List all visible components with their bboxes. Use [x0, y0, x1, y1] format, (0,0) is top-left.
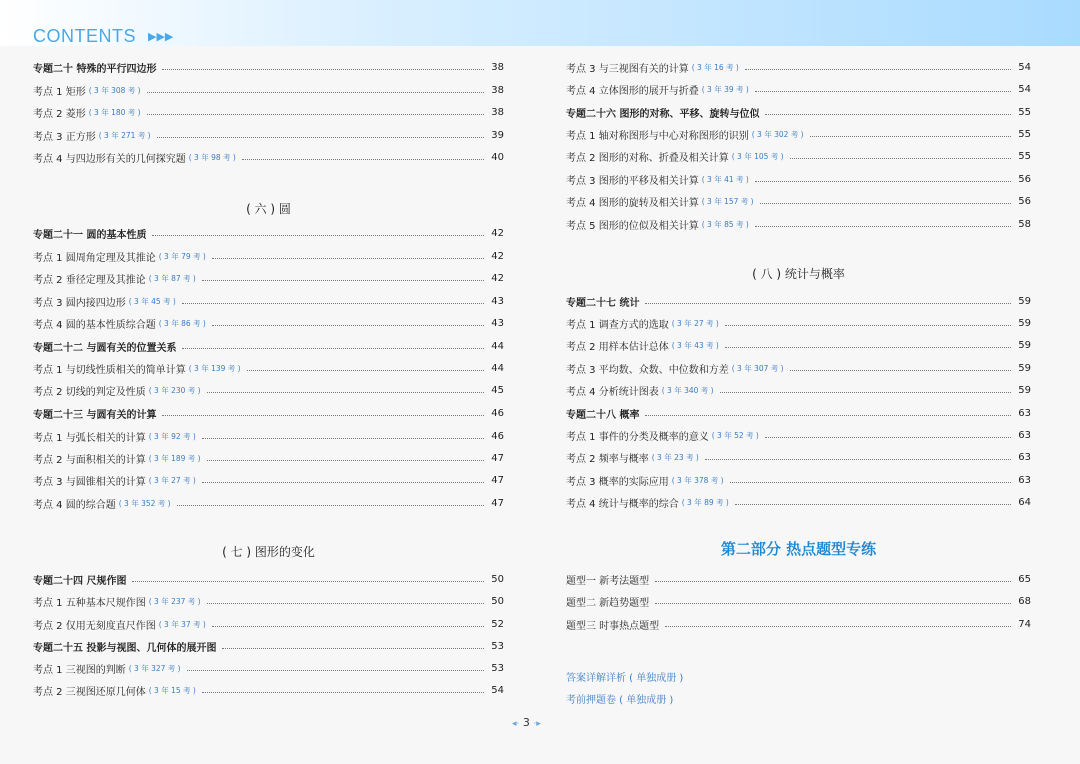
- page-ref: 56: [1018, 195, 1031, 207]
- exam-count-note: ( 3 年 27 考 ): [148, 475, 196, 485]
- toc-entry-row[interactable]: [33, 427, 504, 445]
- dot-leader: [760, 203, 1011, 204]
- exam-count-note: ( 3 年 352 考 ): [118, 498, 171, 508]
- page-ref: 42: [491, 272, 504, 284]
- toc-topic-row[interactable]: [566, 404, 1031, 422]
- toc-entry-label: 考点 3 与圆锥相关的计算: [33, 476, 146, 488]
- toc-entry-label: 专题二十五 投影与视图、几何体的展开图: [33, 642, 217, 654]
- page-ref: 47: [491, 497, 504, 509]
- dot-leader: [207, 603, 484, 604]
- exam-count-note: ( 3 年 378 考 ): [671, 475, 724, 485]
- page-ref: 42: [491, 227, 504, 239]
- dot-leader: [765, 437, 1011, 438]
- exam-count-note: ( 3 年 189 考 ): [148, 453, 201, 463]
- toc-entry-row[interactable]: [566, 125, 1031, 143]
- page-ref: 50: [491, 595, 504, 607]
- exam-count-note: ( 3 年 307 考 ): [731, 363, 784, 373]
- exam-count-note: ( 3 年 45 考 ): [128, 296, 176, 306]
- dot-leader: [720, 392, 1011, 393]
- toc-entry-label: 考点 1 与弧长相关的计算: [33, 432, 146, 444]
- toc-entry-label: 考点 2 仅用无刻度直尺作图: [33, 620, 156, 632]
- toc-topic-row[interactable]: [566, 103, 1031, 121]
- page-ref: 54: [491, 684, 504, 696]
- toc-topic-row[interactable]: [33, 337, 504, 355]
- exam-count-note: ( 3 年 15 考 ): [148, 685, 196, 695]
- toc-entry-row[interactable]: [566, 147, 1031, 165]
- dot-leader: [202, 482, 484, 483]
- dot-leader: [655, 581, 1011, 582]
- exam-count-note: ( 3 年 308 考 ): [88, 85, 141, 95]
- toc-entry-row[interactable]: [33, 449, 504, 467]
- exam-count-note: ( 3 年 98 考 ): [188, 152, 236, 162]
- dot-leader: [790, 370, 1011, 371]
- page-number: [512, 716, 541, 729]
- page-ref: 53: [491, 662, 504, 674]
- dot-leader: [242, 159, 484, 160]
- toc-entry-label: 考点 4 圆的基本性质综合题: [33, 319, 156, 331]
- toc-entry-label: 题型三 时事热点题型: [566, 620, 660, 632]
- dot-leader: [810, 136, 1011, 137]
- exam-count-note: ( 3 年 41 考 ): [701, 174, 749, 184]
- page-ref: 55: [1018, 128, 1031, 140]
- dot-leader: [755, 91, 1011, 92]
- toc-entry-label: 考点 3 圆内接四边形: [33, 297, 126, 309]
- toc-entry-row[interactable]: [566, 336, 1031, 354]
- dot-leader: [152, 235, 484, 236]
- dot-leader: [735, 504, 1011, 505]
- toc-entry-label: 专题二十二 与圆有关的位置关系: [33, 342, 177, 354]
- toc-entry-row[interactable]: [33, 359, 504, 377]
- toc-topic-row[interactable]: [33, 404, 504, 422]
- toc-entry-row[interactable]: [33, 103, 504, 121]
- toc-entry-row[interactable]: [566, 570, 1031, 588]
- page-ref: 42: [491, 250, 504, 262]
- toc-entry-label: 考点 1 五种基本尺规作图: [33, 597, 146, 609]
- toc-entry-row[interactable]: [33, 471, 504, 489]
- page-ref: 63: [1018, 451, 1031, 463]
- page-ref: 43: [491, 317, 504, 329]
- exam-count-note: ( 3 年 139 考 ): [188, 363, 241, 373]
- page-ref: 65: [1018, 573, 1031, 585]
- mock-exam-link[interactable]: 考前押题卷 ( 单独成册 ): [566, 695, 674, 706]
- toc-entry-row[interactable]: [566, 493, 1031, 511]
- toc-entry-row[interactable]: [566, 314, 1031, 332]
- toc-entry-row[interactable]: [566, 448, 1031, 466]
- dot-leader: [157, 137, 484, 138]
- toc-entry-label: 题型一 新考法题型: [566, 575, 650, 587]
- dot-leader: [222, 648, 484, 649]
- dot-leader: [725, 347, 1011, 348]
- toc-entry-label: 考点 2 与面积相关的计算: [33, 454, 146, 466]
- toc-topic-row[interactable]: [33, 58, 504, 76]
- exam-count-note: ( 3 年 43 考 ): [671, 340, 719, 350]
- dot-leader: [725, 325, 1011, 326]
- page-ref: 43: [491, 295, 504, 307]
- toc-entry-row[interactable]: [33, 247, 504, 265]
- toc-entry-row[interactable]: [566, 471, 1031, 489]
- answers-link[interactable]: 答案详解详析 ( 单独成册 ): [566, 673, 684, 684]
- exam-count-note: ( 3 年 79 考 ): [158, 251, 206, 261]
- exam-count-note: ( 3 年 92 考 ): [148, 431, 196, 441]
- dot-leader: [212, 325, 484, 326]
- page-ref: 40: [491, 151, 504, 163]
- page-ref: 47: [491, 474, 504, 486]
- dot-leader: [212, 626, 484, 627]
- toc-entry-label: 考点 2 频率与概率: [566, 453, 649, 465]
- exam-count-note: ( 3 年 327 考 ): [128, 663, 181, 673]
- dot-leader: [665, 626, 1011, 627]
- toc-entry-row[interactable]: [566, 215, 1031, 233]
- toc-entry-label: 考点 2 三视图还原几何体: [33, 686, 146, 698]
- exam-count-note: ( 3 年 271 考 ): [98, 130, 151, 140]
- toc-entry-label: 考点 4 圆的综合题: [33, 499, 116, 511]
- toc-entry-label: 考点 4 统计与概率的综合: [566, 498, 679, 510]
- dot-leader: [790, 158, 1011, 159]
- page-ref: 54: [1018, 83, 1031, 95]
- page-ref: 50: [491, 573, 504, 585]
- toc-entry-label: 考点 4 立体图形的展开与折叠: [566, 85, 699, 97]
- toc-entry-label: 考点 3 平均数、众数、中位数和方差: [566, 364, 729, 376]
- toc-entry-label: 考点 2 切线的判定及性质: [33, 386, 146, 398]
- toc-entry-row[interactable]: [566, 615, 1031, 633]
- toc-entry-row[interactable]: [566, 359, 1031, 377]
- page-ref: 59: [1018, 384, 1031, 396]
- toc-entry-label: 考点 5 图形的位似及相关计算: [566, 220, 699, 232]
- page-ref: 59: [1018, 362, 1031, 374]
- exam-count-note: ( 3 年 86 考 ): [158, 318, 206, 328]
- page-ref: 63: [1018, 407, 1031, 419]
- dot-leader: [162, 69, 484, 70]
- toc-entry-row[interactable]: [566, 381, 1031, 399]
- exam-count-note: ( 3 年 302 考 ): [751, 129, 804, 139]
- toc-entry-row[interactable]: [566, 80, 1031, 98]
- page-ref: 47: [491, 452, 504, 464]
- contents-title: CONTENTS: [33, 26, 136, 46]
- exam-count-note: ( 3 年 23 考 ): [651, 452, 699, 462]
- toc-entry-row[interactable]: [566, 170, 1031, 188]
- page-number-value: 3: [522, 716, 530, 729]
- toc-entry-label: 考点 4 图形的旋转及相关计算: [566, 197, 699, 209]
- toc-entry-row[interactable]: [33, 615, 504, 633]
- page-deco-left: ◂·: [512, 719, 520, 729]
- page-ref: 58: [1018, 218, 1031, 230]
- dot-leader: [202, 692, 484, 693]
- toc-entry-label: 考点 2 图形的对称、折叠及相关计算: [566, 152, 729, 164]
- toc-entry-label: 考点 1 事件的分类及概率的意义: [566, 431, 709, 443]
- page-ref: 38: [491, 106, 504, 118]
- toc-entry-label: 考点 2 菱形: [33, 108, 86, 120]
- page-ref: 64: [1018, 496, 1031, 508]
- toc-entry-label: 考点 1 调查方式的选取: [566, 319, 669, 331]
- toc-entry-label: 专题二十 特殊的平行四边形: [33, 63, 157, 75]
- page-ref: 38: [491, 84, 504, 96]
- toc-entry-label: 考点 3 图形的平移及相关计算: [566, 175, 699, 187]
- page-ref: 63: [1018, 474, 1031, 486]
- toc-entry-label: 专题二十三 与圆有关的计算: [33, 409, 157, 421]
- toc-entry-row[interactable]: [33, 381, 504, 399]
- toc-entry-row[interactable]: [33, 659, 504, 677]
- toc-entry-label: 专题二十四 尺规作图: [33, 575, 127, 587]
- dot-leader: [645, 415, 1011, 416]
- toc-entry-row[interactable]: [33, 148, 504, 166]
- page-ref: 45: [491, 384, 504, 396]
- exam-count-note: ( 3 年 27 考 ): [671, 318, 719, 328]
- exam-count-note: ( 3 年 89 考 ): [681, 497, 729, 507]
- dot-leader: [177, 505, 484, 506]
- toc-entry-label: 考点 3 与三视图有关的计算: [566, 63, 689, 75]
- toc-entry-label: 专题二十八 概率: [566, 409, 640, 421]
- toc-entry-label: 考点 4 与四边形有关的几何探究题: [33, 153, 186, 165]
- toc-entry-row[interactable]: [33, 126, 504, 144]
- page-ref: 53: [491, 640, 504, 652]
- page-ref: 68: [1018, 595, 1031, 607]
- exam-count-note: ( 3 年 85 考 ): [701, 219, 749, 229]
- toc-entry-row[interactable]: [33, 314, 504, 332]
- toc-entry-label: 考点 1 轴对称图形与中心对称图形的识别: [566, 130, 749, 142]
- dot-leader: [207, 460, 484, 461]
- section-heading: ( 六 ) 圆: [246, 202, 291, 216]
- toc-entry-label: 考点 1 三视图的判断: [33, 664, 126, 676]
- section-heading: ( 七 ) 图形的变化: [222, 545, 315, 559]
- page-ref: 59: [1018, 295, 1031, 307]
- exam-count-note: ( 3 年 340 考 ): [661, 385, 714, 395]
- exam-count-note: ( 3 年 39 考 ): [701, 84, 749, 94]
- page-ref: 55: [1018, 106, 1031, 118]
- toc-entry-label: 考点 1 矩形: [33, 86, 86, 98]
- page-ref: 59: [1018, 317, 1031, 329]
- dot-leader: [755, 181, 1011, 182]
- page-ref: 38: [491, 61, 504, 73]
- page-ref: 39: [491, 129, 504, 141]
- page-ref: 46: [491, 430, 504, 442]
- dot-leader: [162, 415, 484, 416]
- dot-leader: [247, 370, 484, 371]
- toc-entry-row[interactable]: [566, 192, 1031, 210]
- exam-count-note: ( 3 年 157 考 ): [701, 196, 754, 206]
- exam-count-note: ( 3 年 87 考 ): [148, 273, 196, 283]
- toc-entry-row[interactable]: [566, 58, 1031, 76]
- dot-leader: [745, 69, 1011, 70]
- toc-entry-label: 考点 2 垂径定理及其推论: [33, 274, 146, 286]
- section-heading: ( 八 ) 统计与概率: [752, 267, 845, 281]
- exam-count-note: ( 3 年 105 考 ): [731, 151, 784, 161]
- dot-leader: [730, 482, 1011, 483]
- toc-entry-row[interactable]: [33, 592, 504, 610]
- arrows-icon: ▶▶▶: [148, 30, 174, 43]
- page-ref: 52: [491, 618, 504, 630]
- page-ref: 46: [491, 407, 504, 419]
- toc-topic-row[interactable]: [566, 292, 1031, 310]
- page-ref: 54: [1018, 61, 1031, 73]
- page-ref: 56: [1018, 173, 1031, 185]
- exam-count-note: ( 3 年 230 考 ): [148, 385, 201, 395]
- toc-entry-label: 题型二 新趋势题型: [566, 597, 650, 609]
- dot-leader: [755, 226, 1011, 227]
- dot-leader: [182, 348, 484, 349]
- dot-leader: [147, 92, 484, 93]
- exam-count-note: ( 3 年 52 考 ): [711, 430, 759, 440]
- toc-entry-label: 考点 2 用样本估计总体: [566, 341, 669, 353]
- page-ref: 63: [1018, 429, 1031, 441]
- dot-leader: [202, 438, 484, 439]
- dot-leader: [187, 670, 484, 671]
- toc-entry-label: 考点 1 圆周角定理及其推论: [33, 252, 156, 264]
- dot-leader: [705, 459, 1011, 460]
- dot-leader: [207, 392, 484, 393]
- page-ref: 44: [491, 340, 504, 352]
- toc-entry-row[interactable]: [33, 269, 504, 287]
- part-two-heading: 第二部分 热点题型专练: [720, 540, 877, 558]
- toc-entry-row[interactable]: [566, 426, 1031, 444]
- exam-count-note: ( 3 年 16 考 ): [691, 62, 739, 72]
- page-ref: 59: [1018, 339, 1031, 351]
- dot-leader: [655, 603, 1011, 604]
- exam-count-note: ( 3 年 180 考 ): [88, 107, 141, 117]
- page-ref: 44: [491, 362, 504, 374]
- toc-entry-row[interactable]: [33, 681, 504, 699]
- exam-count-note: ( 3 年 37 考 ): [158, 619, 206, 629]
- toc-entry-row[interactable]: [566, 592, 1031, 610]
- toc-entry-label: 考点 1 与切线性质相关的简单计算: [33, 364, 186, 376]
- dot-leader: [132, 581, 484, 582]
- toc-topic-row[interactable]: [33, 637, 504, 655]
- toc-topic-row[interactable]: [33, 224, 504, 242]
- toc-entry-row[interactable]: [33, 81, 504, 99]
- dot-leader: [182, 303, 484, 304]
- page-deco-right: ·▸: [533, 719, 541, 729]
- toc-entry-label: 专题二十六 图形的对称、平移、旋转与位似: [566, 108, 760, 120]
- toc-entry-label: 专题二十一 圆的基本性质: [33, 229, 147, 241]
- page-ref: 55: [1018, 150, 1031, 162]
- toc-entry-label: 考点 4 分析统计图表: [566, 386, 659, 398]
- dot-leader: [212, 258, 484, 259]
- toc-entry-label: 考点 3 正方形: [33, 131, 96, 143]
- toc-entry-row[interactable]: [33, 494, 504, 512]
- toc-topic-row[interactable]: [33, 570, 504, 588]
- page-ref: 74: [1018, 618, 1031, 630]
- toc-entry-label: 考点 3 概率的实际应用: [566, 476, 669, 488]
- dot-leader: [147, 114, 484, 115]
- toc-entry-label: 专题二十七 统计: [566, 297, 640, 309]
- exam-count-note: ( 3 年 237 考 ): [148, 596, 201, 606]
- toc-entry-row[interactable]: [33, 292, 504, 310]
- dot-leader: [765, 114, 1011, 115]
- dot-leader: [202, 280, 484, 281]
- dot-leader: [645, 303, 1011, 304]
